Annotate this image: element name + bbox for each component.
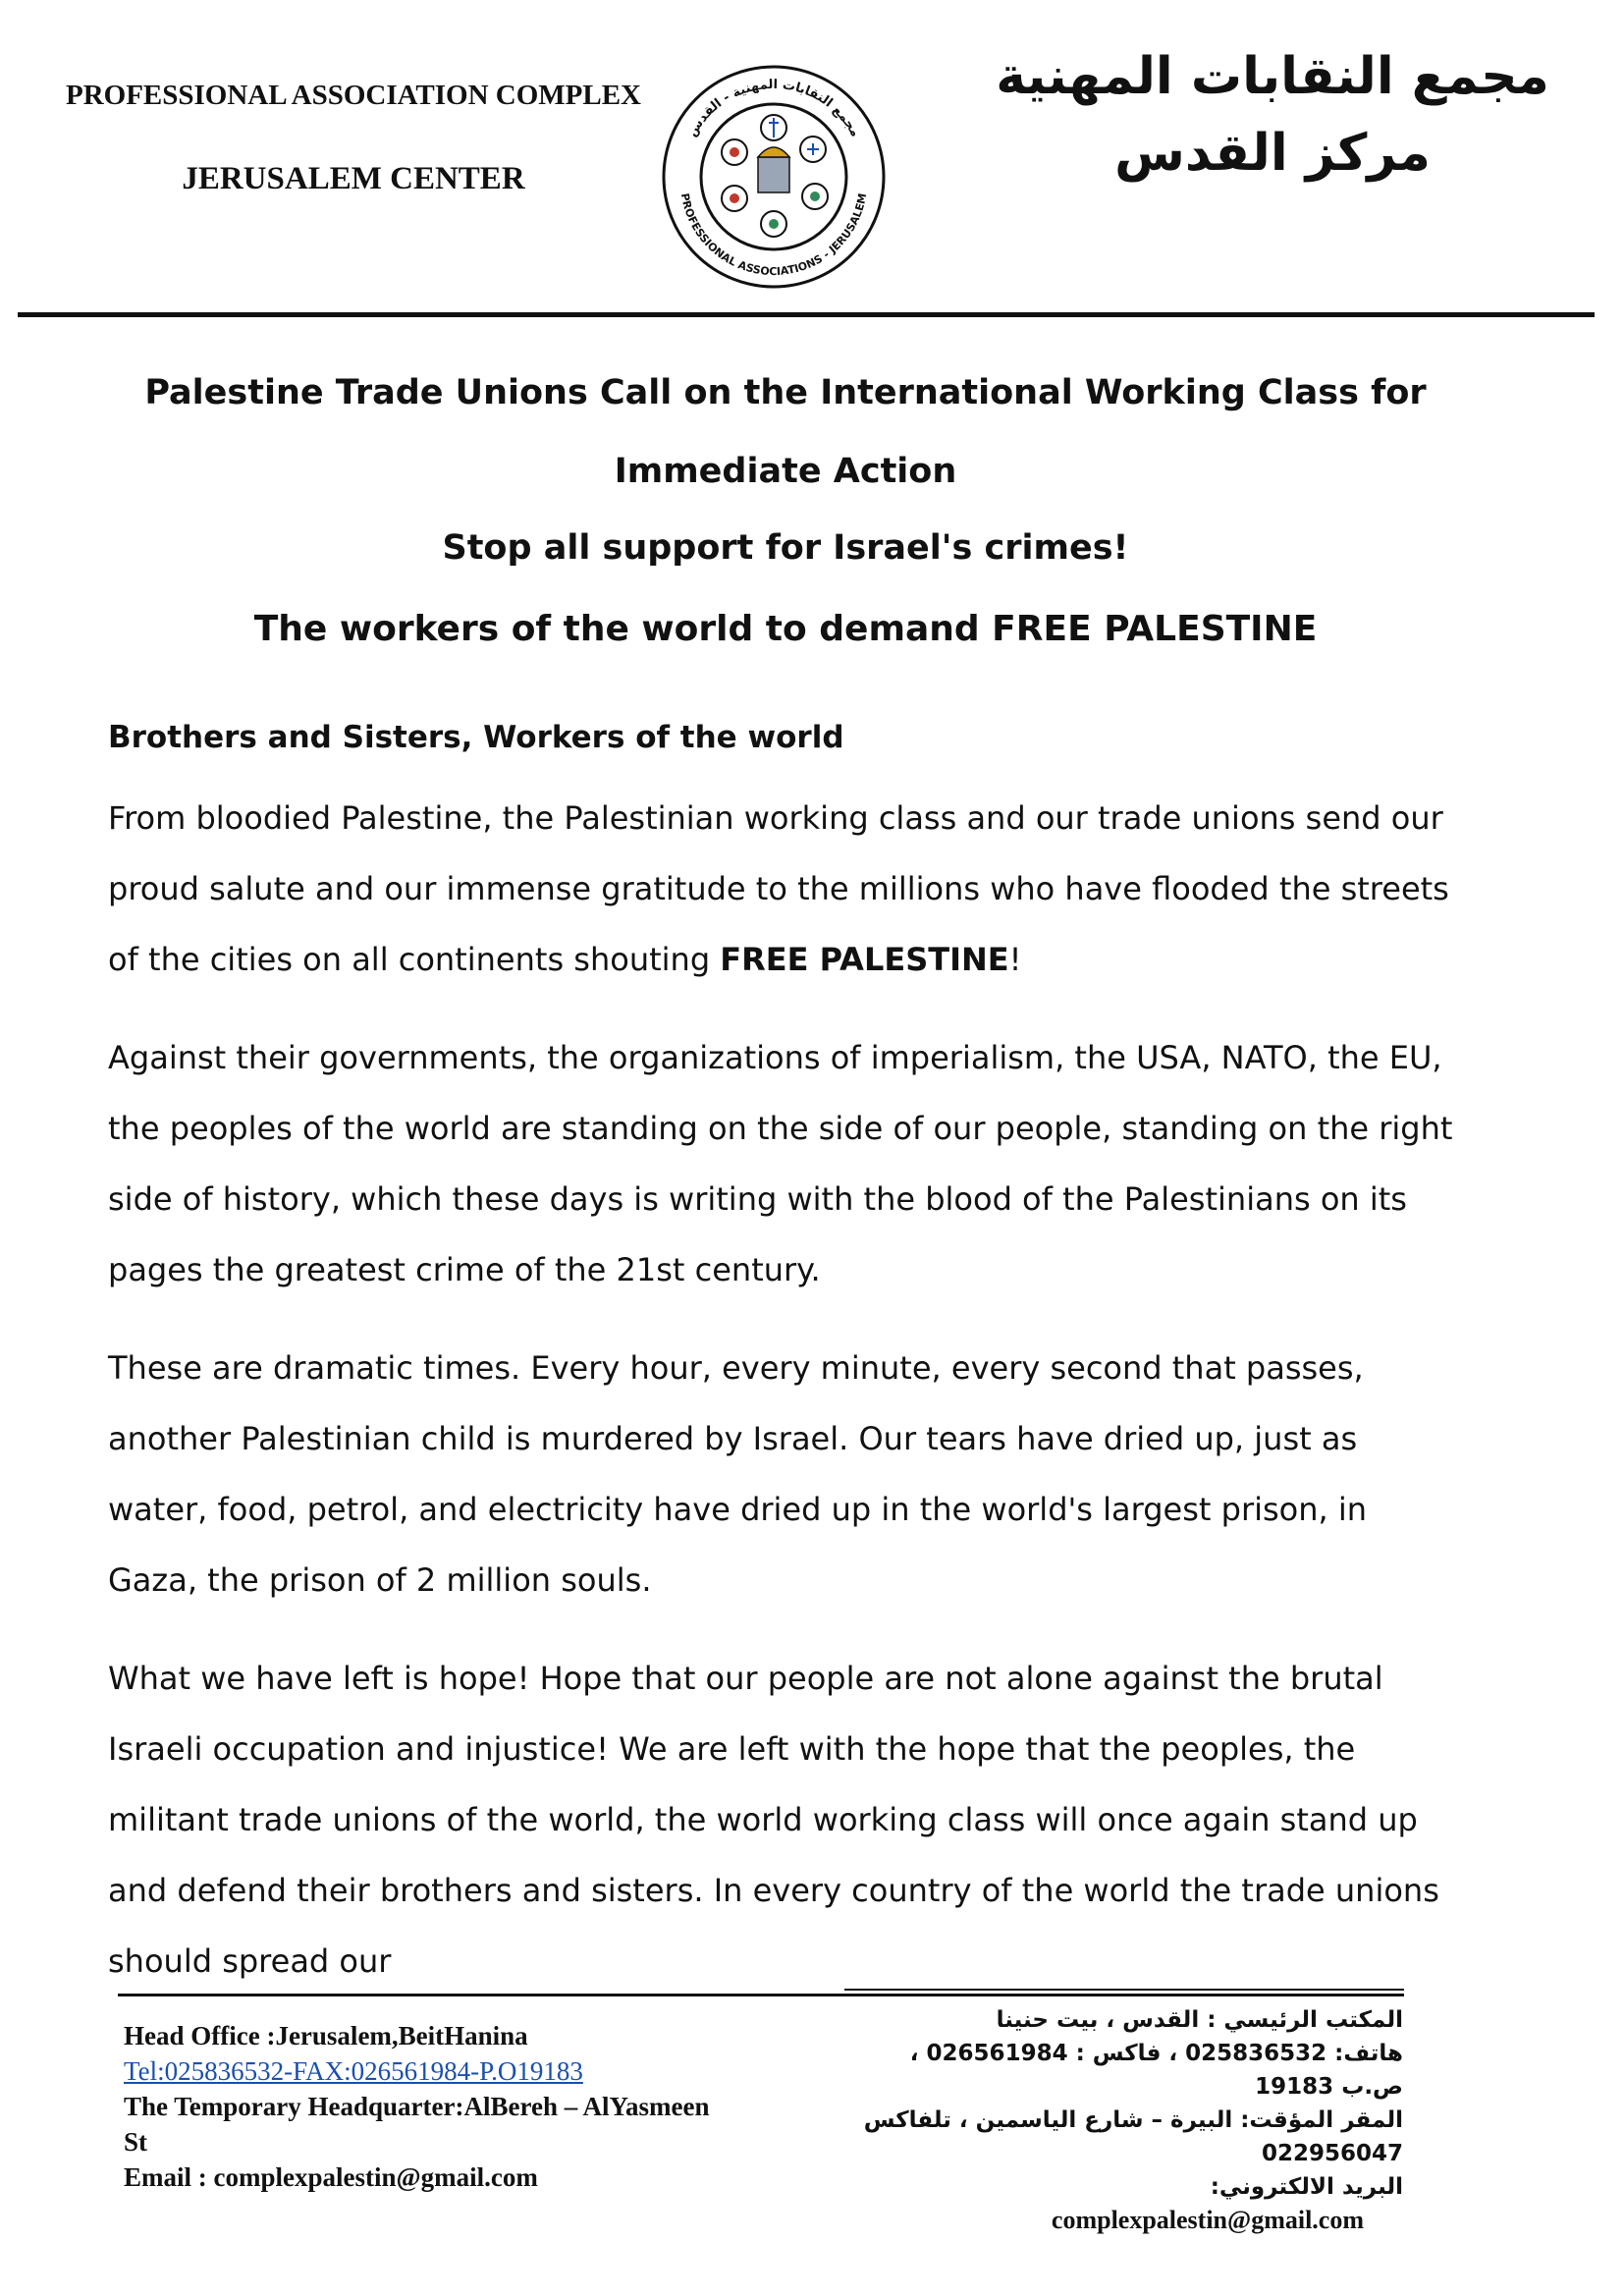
footer-ar-contact: هاتف: 025836532 ، فاكس : 026561984 ، ص.ب 19183 [909,2041,1403,2100]
letter-subtitle-1: Stop all support for Israel's crimes! [442,528,1129,568]
letter-body [108,354,1463,1996]
seal-text-arabic: مجمع النقابات المهنية - القدس [684,77,863,140]
org-name-english: PROFESSIONAL ASSOCIATION COMPLEX [65,80,642,111]
letterhead-arabic [968,44,1577,187]
paragraph-1 [108,783,1463,995]
paragraph-4: What we have left is hope! Hope that our people are not alone against the brutal Israeli occupation and injustice! We are left with the hope that the peoples, the militant trade unions of the world, the world working class will once again stand up and defend their brothers and sisters. In every country of the world the trade unions should spread our [108,1660,1439,1980]
letter-greeting: Brothers and Sisters, Workers of the world [108,720,844,755]
footer-divider [118,1994,1404,1996]
footer-email: Email : complexpalestin@gmail.com [124,2162,538,2192]
header-divider [18,312,1595,317]
seal-text-english: PROFESSIONAL ASSOCIATIONS - JERUSALEM [677,191,870,279]
footer-ar-email: complexpalestin@gmail.com [1051,2206,1364,2234]
footer-english [124,2018,713,2195]
paragraph-1-emphasis: FREE PALESTINE [720,941,1009,978]
paragraph-3: These are dramatic times. Every hour, every minute, every second that passes, another Palestinian child is murdered by Israel. Our tears have dried up, just as water, food, petrol, and electricity have dried up in the world's largest prison, in Gaza, the prison of 2 million souls. [108,1349,1368,1599]
letter-subtitle-2: The workers of the world to demand FREE PALESTINE [253,609,1318,649]
letterhead [0,0,1624,324]
footer-ar-email-row [853,2170,1403,2238]
center-name-english: JERUSALEM CENTER [182,160,525,196]
association-seal-logo [656,59,892,295]
footer-contact-link[interactable]: Tel:025836532-FAX:026561984-P.O19183 [124,2056,583,2086]
footer-temporary-hq: The Temporary Headquarter:AlBereh – AlYasmeen St [124,2092,710,2157]
org-name-arabic: مجمع النقابات المهنية [996,47,1549,106]
letter-title: Palestine Trade Unions Call on the International Working Class for Immediate Action [144,373,1427,491]
paragraph-2: Against their governments, the organizations of imperialism, the USA, NATO, the EU, the peoples of the world are standing on the side of our people, standing on the right side of history, which these days is writing with the blood of the Palestinians on its pages the greatest crime of the 21st century. [108,1039,1453,1288]
footer-arabic [853,2003,1403,2238]
footer-divider-top [844,1989,1404,1991]
footer-ar-head-office: المكتب الرئيسي : القدس ، بيت حنينا [996,2007,1403,2033]
center-name-arabic: مركز القدس [1114,123,1431,183]
paragraph-1-text: From bloodied Palestine, the Palestinian working class and our trade unions send our proud salute and our immense gratitude to the millions who have flooded the streets of the cities on all continents shouting [108,799,1449,978]
paragraph-1-end: ! [1008,941,1022,978]
letterhead-english [39,79,668,198]
footer-ar-email-label: البريد الالكتروني: [1210,2174,1403,2200]
footer-head-office: Head Office :Jerusalem,BeitHanina [124,2021,528,2050]
footer-ar-temporary-hq: المقر المؤقت: البيرة – شارع الياسمين ، تلفاكس 022956047 [863,2107,1403,2166]
